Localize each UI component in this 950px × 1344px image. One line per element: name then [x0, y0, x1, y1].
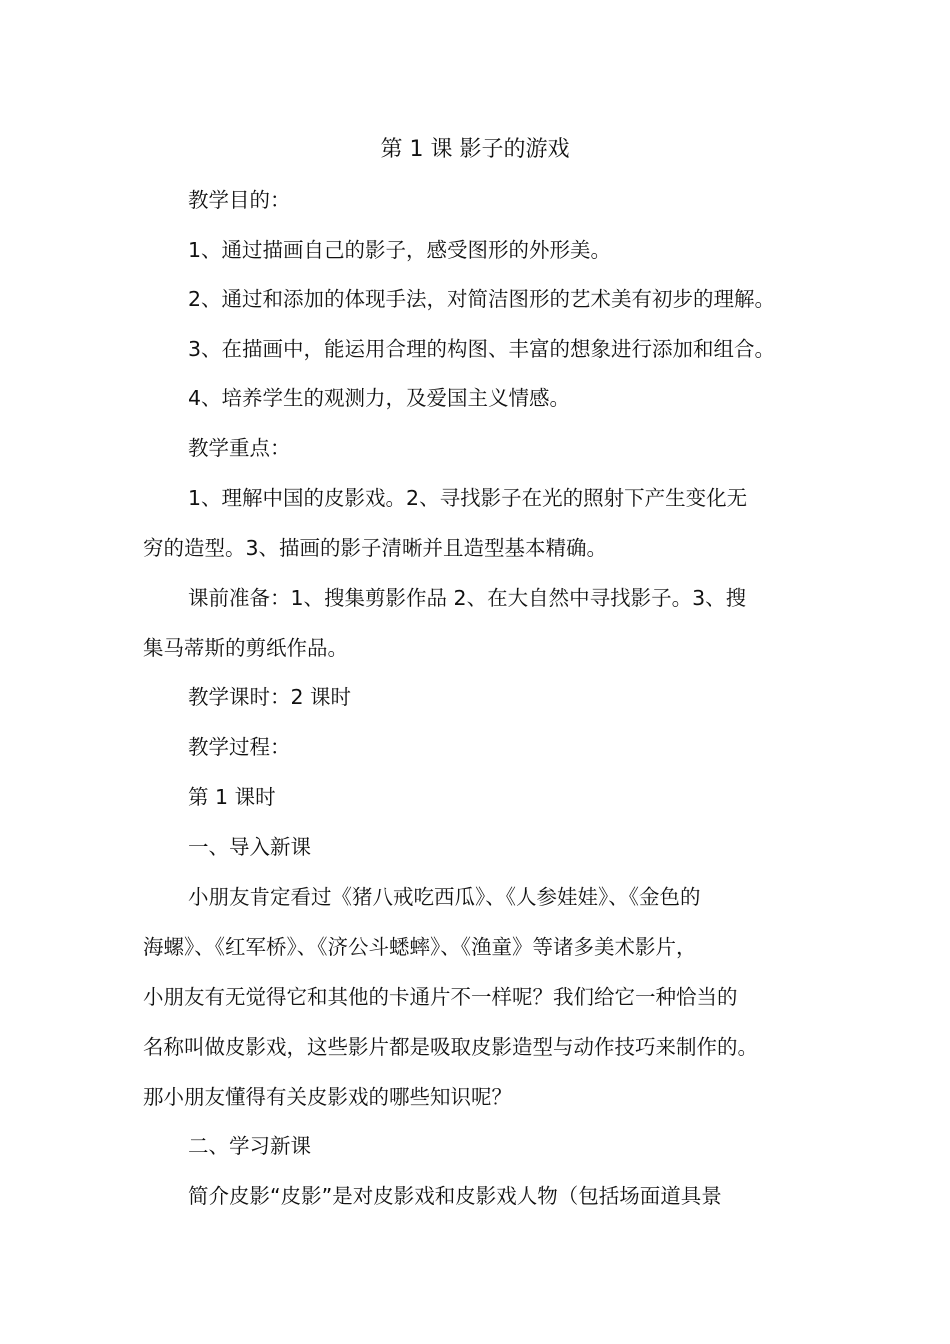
intro-paragraph-line-1: 小朋友肯定看过《猪八戒吃西瓜》、《人参娃娃》、《金色的: [188, 885, 701, 909]
step-heading-new-lesson: 二、学习新课: [188, 1134, 311, 1158]
intro-paragraph-line-5: 那小朋友懂得有关皮影戏的哪些知识呢？: [143, 1085, 512, 1109]
class-hours: 教学课时：2 课时: [188, 685, 352, 709]
preparation-line-2: 集马蒂斯的剪纸作品。: [143, 636, 348, 660]
preparation-line-1: 课前准备：1、搜集剪影作品 2、在大自然中寻找影子。3、搜: [188, 586, 747, 610]
lesson-title: 第 1 课 影子的游戏: [380, 137, 570, 162]
objective-item-3: 3、在描画中，能运用合理的构图、丰富的想象进行添加和组合。: [188, 337, 776, 361]
key-points-line-1: 1、理解中国的皮影戏。2、寻找影子在光的照射下产生变化无: [188, 486, 748, 510]
intro-paragraph-line-2: 海螺》、《红军桥》、《济公斗蟋蟀》、《渔童》等诸多美术影片，: [143, 935, 697, 959]
key-points-line-2: 穷的造型。3、描画的影子清晰并且造型基本精确。: [143, 536, 608, 560]
period-heading: 第 1 课时: [188, 785, 276, 809]
intro-paragraph-line-4: 名称叫做皮影戏，这些影片都是吸取皮影造型与动作技巧来制作的。: [143, 1035, 758, 1059]
objective-item-4: 4、培养学生的观测力，及爱国主义情感。: [188, 386, 571, 410]
objective-item-1: 1、通过描画自己的影子，感受图形的外形美。: [188, 238, 612, 262]
shadow-play-intro-line-1: 简介皮影“皮影”是对皮影戏和皮影戏人物（包括场面道具景: [188, 1184, 722, 1208]
section-heading-key-points: 教学重点：: [188, 436, 291, 460]
section-heading-process: 教学过程：: [188, 735, 291, 759]
objective-item-2: 2、通过和添加的体现手法，对简洁图形的艺术美有初步的理解。: [188, 287, 776, 311]
step-heading-intro: 一、导入新课: [188, 835, 311, 859]
section-heading-objectives: 教学目的：: [188, 188, 291, 212]
intro-paragraph-line-3: 小朋友有无觉得它和其他的卡通片不一样呢？我们给它一种恰当的: [143, 985, 738, 1009]
